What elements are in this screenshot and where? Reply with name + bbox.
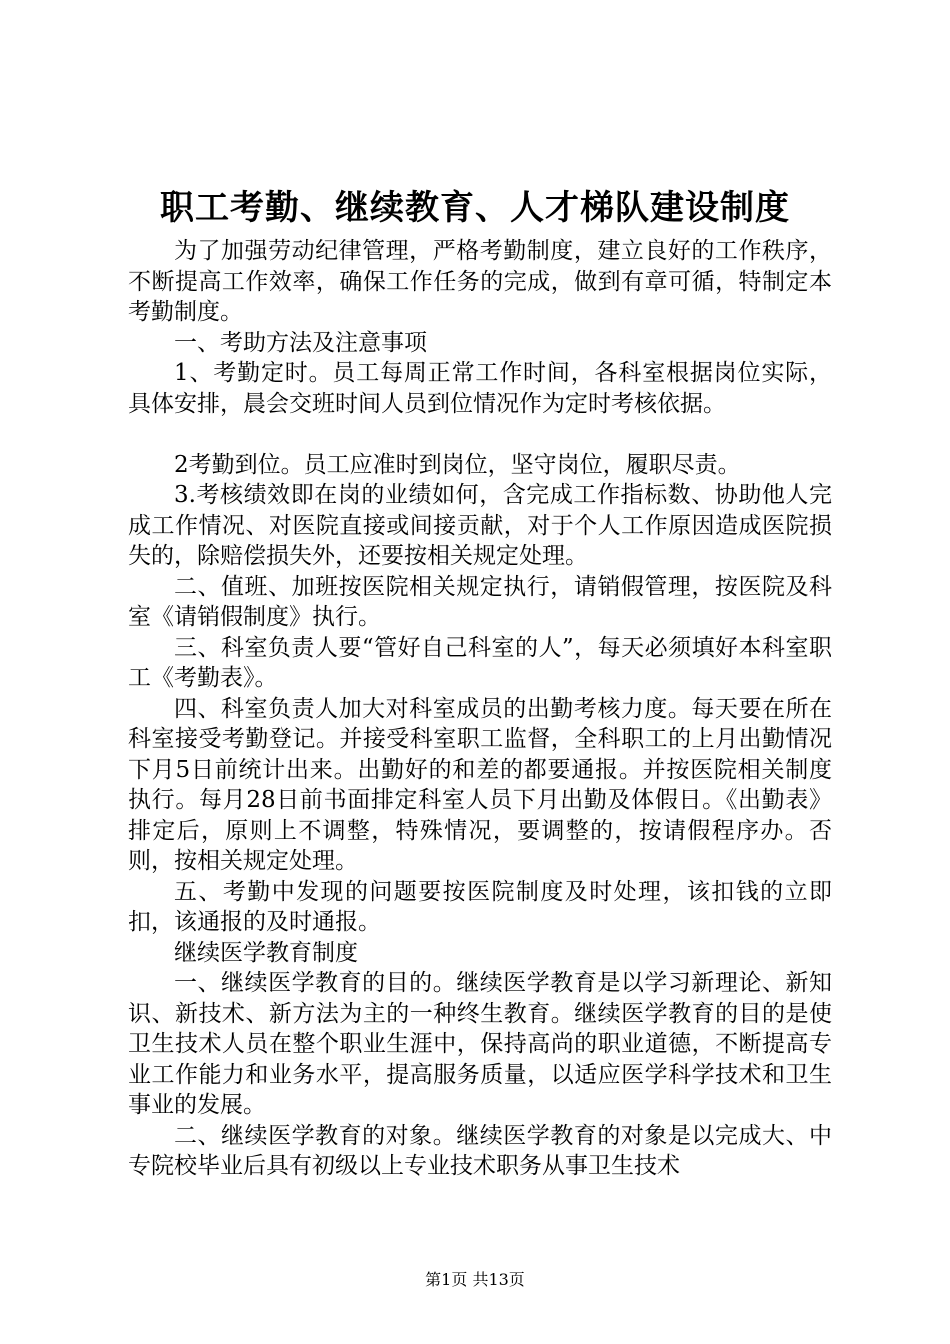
paragraph-section-5: 五、考勤中发现的问题要按医院制度及时处理，该扣钱的立即扣，该通报的及时通报。 bbox=[128, 878, 832, 935]
document-title: 职工考勤、继续教育、人才梯队建设制度 bbox=[160, 188, 790, 228]
paragraph-item-1: 1、考勤定时。员工每周正常工作时间，各科室根据岗位实际，具体安排，晨会交班时间人员到位情况作为定时考核依据。 bbox=[128, 360, 832, 417]
paragraph-ce-purpose: 一、继续医学教育的目的。继续医学教育是以学习新理论、新知识、新技术、新方法为主的一种终生教育。继续医学教育的目的是使卫生技术人员在整个职业生涯中，保持高尚的职业道德，不断提高专业工作能力和业务水平，提高服务质量，以适应医学科学技术和卫生事业的发展。 bbox=[128, 970, 832, 1118]
paragraph-section-2: 二、值班、加班按医院相关规定执行，请销假管理，按医院及科室《请销假制度》执行。 bbox=[128, 573, 832, 630]
page-footer: 第1页 共13页 bbox=[425, 1270, 525, 1289]
paragraph-ce-heading: 继续医学教育制度 bbox=[174, 939, 358, 966]
paragraph-section-3: 三、科室负责人要“管好自己科室的人”，每天必须填好本科室职工《考勤表》。 bbox=[128, 634, 832, 691]
paragraph-section-4: 四、科室负责人加大对科室成员的出勤考核力度。每天要在所在科室接受考勤登记。并接受科室职工监督，全科职工的上月出勤情况下月5日前统计出来。出勤好的和差的都要通报。并按医院相关制度执行。每月28日前书面排定科室人员下月出勤及体假日。《出勤表》排定后，原则上不调整，特殊情况，要调整的，按请假程序办。否则，按相关规定处理。 bbox=[128, 695, 832, 874]
paragraph-ce-target: 二、继续医学教育的对象。继续医学教育的对象是以完成大、中专院校毕业后具有初级以上专业技术职务从事卫生技术 bbox=[128, 1122, 832, 1179]
paragraph-item-2: 2考勤到位。员工应准时到岗位，坚守岗位，履职尽责。 bbox=[174, 451, 741, 478]
paragraph-intro: 为了加强劳动纪律管理，严格考勤制度，建立良好的工作秩序，不断提高工作效率，确保工作任务的完成，做到有章可循，特制定本考勤制度。 bbox=[128, 238, 832, 325]
paragraph-item-3: 3.考核绩效即在岗的业绩如何，含完成工作指标数、协助他人完成工作情况、对医院直接或间接贡献，对于个人工作原因造成医院损失的，除赔偿损失外，还要按相关规定处理。 bbox=[128, 482, 832, 569]
paragraph-section-heading: 一、考助方法及注意事项 bbox=[174, 329, 427, 356]
document-body bbox=[128, 236, 832, 1182]
